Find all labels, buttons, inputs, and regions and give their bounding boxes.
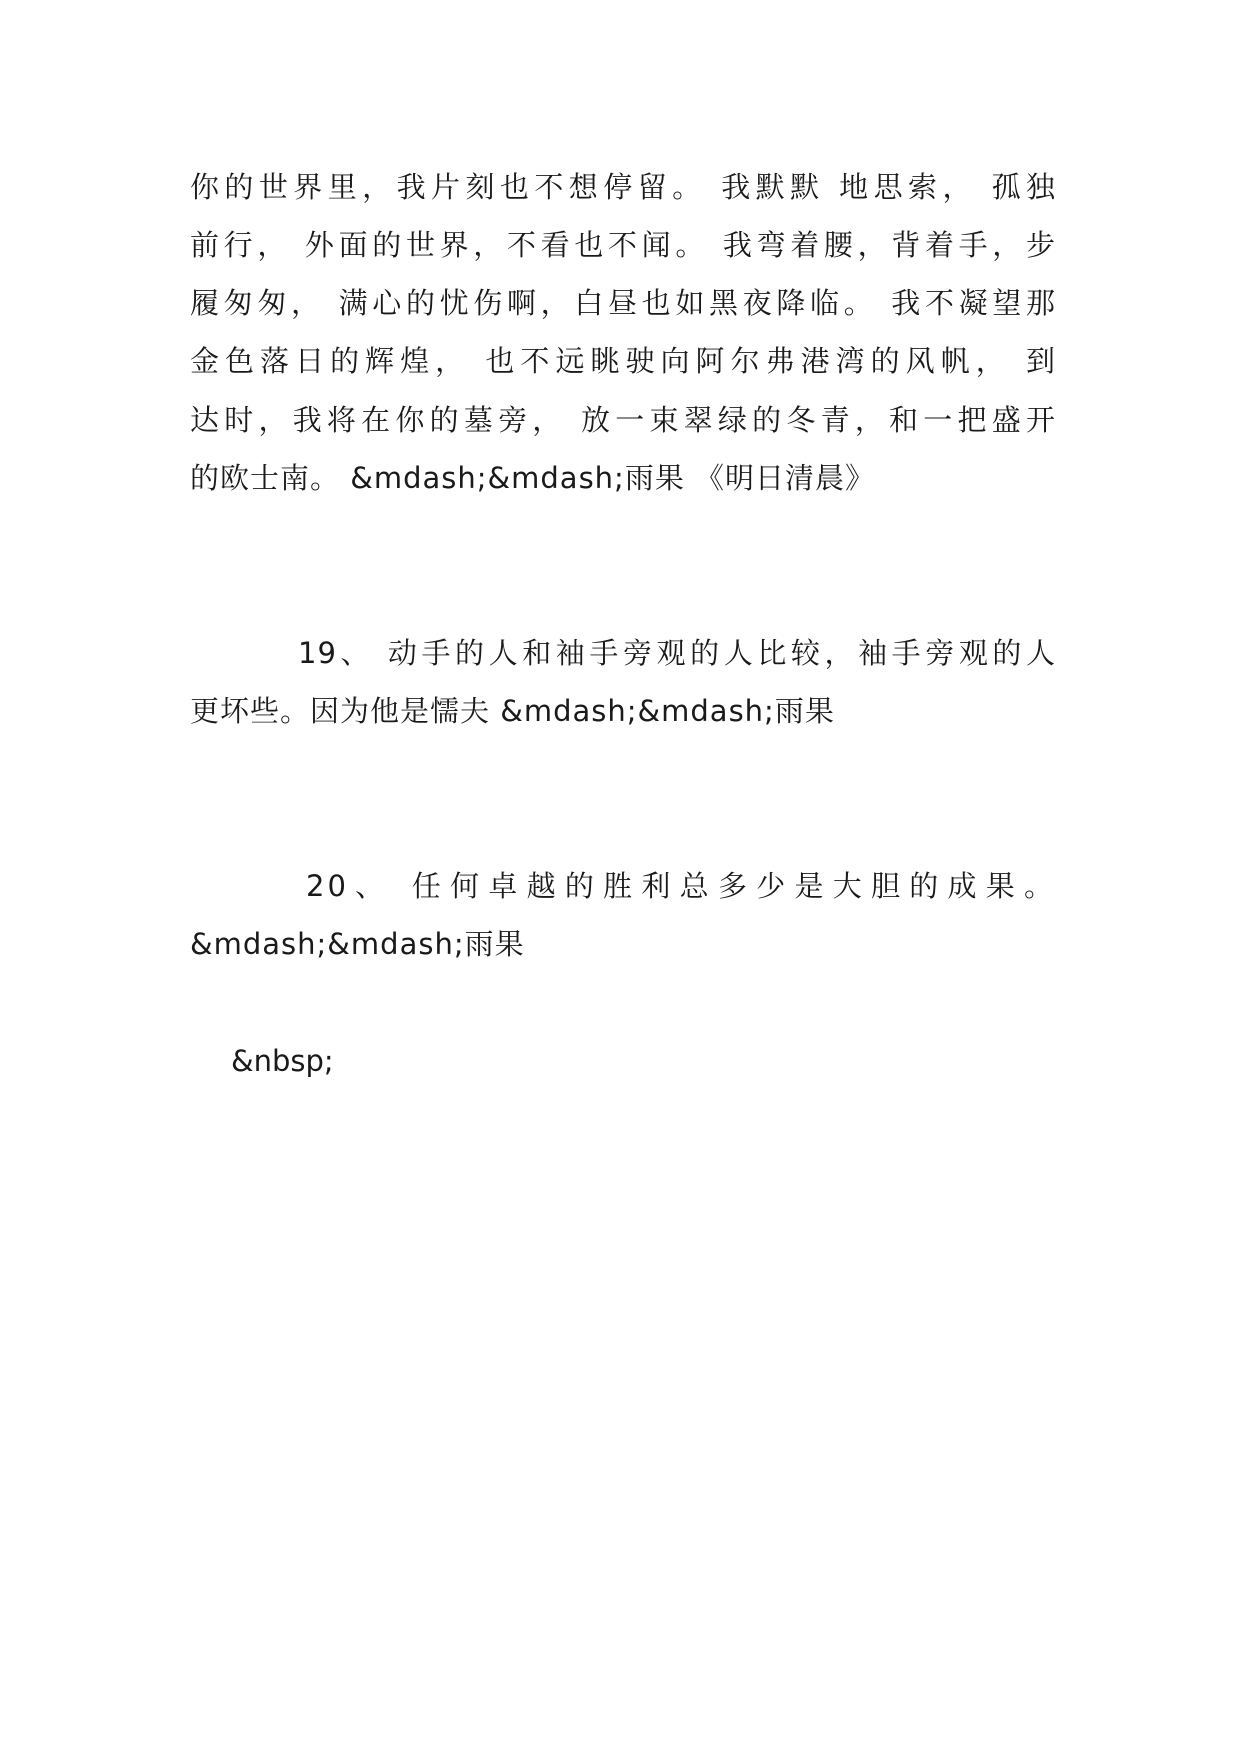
paragraph-19-line-2: 更坏些。因为他是懦夫 &mdash;&mdash;雨果 [190,694,835,728]
paragraph-18-line-3: 履匆匆， 满心的忧伤啊，白昼也如黑夜降临。 我不凝望那 [190,286,1056,320]
paragraph-20-line-2: &mdash;&mdash;雨果 [190,927,525,961]
paragraph-20-line-1: 20、 任何卓越的胜利总多少是大胆的成果。 [306,869,1056,903]
paragraph-18-line-4: 金色落日的辉煌， 也不远眺驶向阿尔弗港湾的风帆， 到 [190,344,1056,378]
trailing-nbsp-text: &nbsp; [231,1044,334,1078]
paragraph-18-line-1: 你的世界里，我片刻也不想停留。 我默默 地思索， 孤独 [190,170,1056,204]
paragraph-18-line-5: 达时，我将在你的墓旁， 放一束翠绿的冬青，和一把盛开 [190,403,1056,437]
paragraph-18-line-2: 前行， 外面的世界，不看也不闻。 我弯着腰，背着手，步 [190,228,1056,262]
paragraph-18-line-6: 的欧士南。 &mdash;&mdash;雨果 《明日清晨》 [190,461,876,495]
paragraph-19-line-1: 19、 动手的人和袖手旁观的人比较，袖手旁观的人 [298,636,1056,670]
